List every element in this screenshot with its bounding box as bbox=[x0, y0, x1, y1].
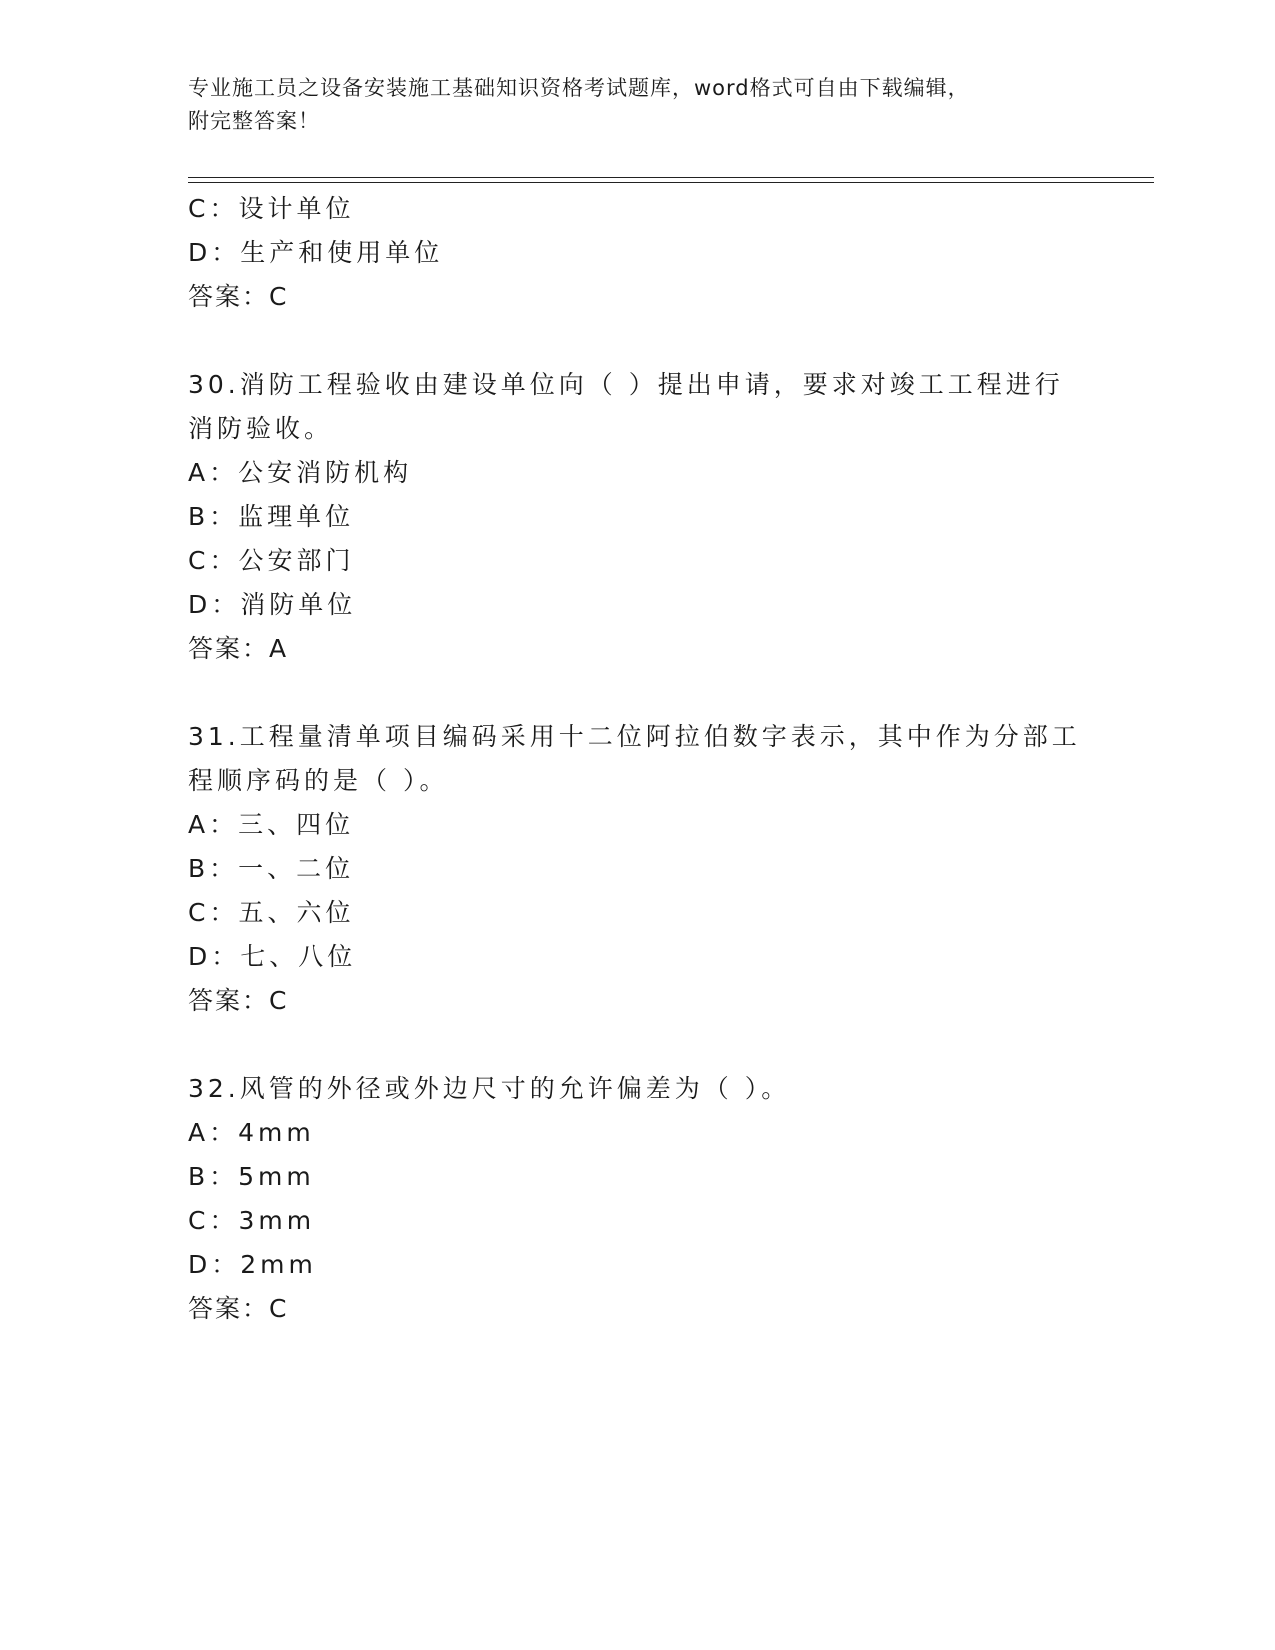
question-31-stem-line-1: 31.工程量清单项目编码采用十二位阿拉伯数字表示，其中作为分部工 bbox=[188, 722, 1081, 751]
question-32-answer: 答案：C bbox=[188, 1294, 289, 1323]
question-32-option-b: B：5mm bbox=[188, 1162, 315, 1191]
carryover-answer: 答案：C bbox=[188, 282, 289, 311]
question-31-option-a: A：三、四位 bbox=[188, 810, 355, 839]
header-divider-bottom bbox=[188, 182, 1154, 183]
question-32-option-a: A：4mm bbox=[188, 1118, 315, 1147]
question-30-option-b: B：监理单位 bbox=[188, 502, 355, 531]
question-32-option-d: D：2mm bbox=[188, 1250, 317, 1279]
question-30-stem-line-2: 消防验收。 bbox=[188, 414, 334, 443]
question-31-option-c: C：五、六位 bbox=[188, 898, 355, 927]
question-32-stem-line-1: 32.风管的外径或外边尺寸的允许偏差为（ ）。 bbox=[188, 1074, 791, 1103]
question-30-stem-line-1: 30.消防工程验收由建设单位向（ ）提出申请，要求对竣工工程进行 bbox=[188, 370, 1064, 399]
question-30-option-d: D：消防单位 bbox=[188, 590, 357, 619]
question-31-stem-line-2: 程顺序码的是（ ）。 bbox=[188, 766, 449, 795]
header-divider-top bbox=[188, 177, 1154, 178]
question-32-option-c: C：3mm bbox=[188, 1206, 316, 1235]
document-header bbox=[188, 72, 1088, 138]
question-30-option-a: A：公安消防机构 bbox=[188, 458, 413, 487]
question-31-option-b: B：一、二位 bbox=[188, 854, 355, 883]
header-title-line-1: 专业施工员之设备安装施工基础知识资格考试题库，word格式可自由下载编辑， bbox=[188, 76, 970, 100]
carryover-option-c: C：设计单位 bbox=[188, 194, 355, 223]
question-31-option-d: D：七、八位 bbox=[188, 942, 357, 971]
question-30-option-c: C：公安部门 bbox=[188, 546, 355, 575]
question-30-answer: 答案：A bbox=[188, 634, 289, 663]
question-31-answer: 答案：C bbox=[188, 986, 289, 1015]
header-title-line-2: 附完整答案！ bbox=[188, 109, 320, 133]
carryover-option-d: D：生产和使用单位 bbox=[188, 238, 444, 267]
